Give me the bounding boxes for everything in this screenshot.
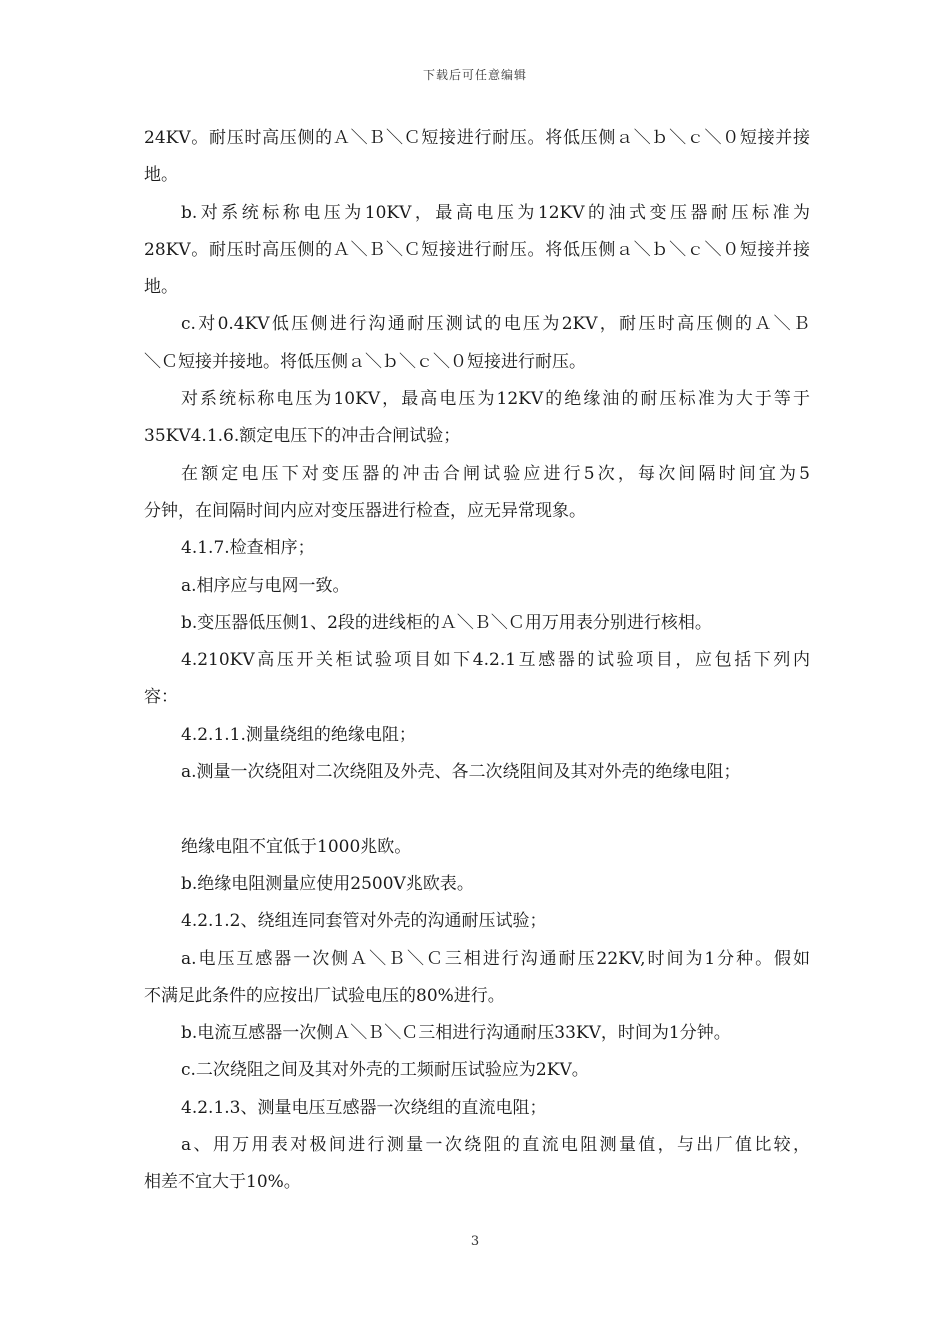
text-line: ＼Ｃ短接并接地。将低压侧ａ＼ｂ＼ｃ＼０短接进行耐压。 bbox=[144, 351, 586, 372]
text-line: b.绝缘电阻测量应使用2500V兆欧表。 bbox=[181, 873, 474, 894]
blank-line bbox=[144, 791, 810, 828]
text-line: 4.2.1.1.测量绕组的绝缘电阻； bbox=[181, 724, 416, 745]
text-line: b.对系统标称电压为10KV，最高电压为12KV的油式变压器耐压标准为 bbox=[181, 202, 810, 223]
text-line: 28KV。耐压时高压侧的Ａ＼Ｂ＼Ｃ短接进行耐压。将低压侧ａ＼ｂ＼ｃ＼０短接并接 bbox=[144, 239, 810, 260]
text-line: c.对0.4KV低压侧进行沟通耐压测试的电压为2KV，耐压时高压侧的Ａ＼Ｂ bbox=[181, 314, 810, 335]
text-line: b.变压器低压侧1、2段的进线柜的Ａ＼Ｂ＼Ｃ用万用表分别进行核相。 bbox=[181, 612, 712, 633]
text-line: c.二次绕阻之间及其对外壳的工频耐压试验应为2KV。 bbox=[181, 1060, 589, 1081]
text-line: a.测量一次绕阻对二次绕阻及外壳、各二次绕阻间及其对外壳的绝缘电阻； bbox=[181, 762, 741, 783]
text-line: 4.1.7.检查相序； bbox=[181, 538, 315, 559]
text-line: a.相序应与电网一致。 bbox=[181, 575, 350, 596]
text-line: 对系统标称电压为10KV，最高电压为12KV的绝缘油的耐压标准为大于等于 bbox=[181, 389, 810, 410]
page-header: 下载后可任意编辑 bbox=[422, 68, 527, 82]
text-line: 容： bbox=[144, 687, 178, 708]
text-line: a.电压互感器一次侧Ａ＼Ｂ＼Ｃ三相进行沟通耐压22KV,时间为1分种。假如 bbox=[181, 948, 810, 969]
text-line: a、用万用表对极间进行测量一次绕阻的直流电阻测量值，与出厂值比较， bbox=[181, 1135, 810, 1156]
document-body bbox=[144, 120, 810, 1202]
text-line: 地。 bbox=[144, 277, 178, 298]
text-line: 不满足此条件的应按出厂试验电压的80%进行。 bbox=[144, 985, 505, 1006]
text-line: 分钟，在间隔时间内应对变压器进行检查，应无异常现象。 bbox=[144, 500, 586, 521]
text-line: 在额定电压下对变压器的冲击合闸试验应进行5次，每次间隔时间宜为5 bbox=[181, 463, 810, 484]
text-line: 35KV4.1.6.额定电压下的冲击合闸试验； bbox=[144, 426, 461, 447]
text-line: 4.210KV高压开关柜试验项目如下4.2.1互感器的试验项目，应包括下列内 bbox=[181, 650, 810, 671]
text-line: 地。 bbox=[144, 165, 178, 186]
text-line: 24KV。耐压时高压侧的Ａ＼Ｂ＼Ｃ短接进行耐压。将低压侧ａ＼ｂ＼ｃ＼０短接并接 bbox=[144, 128, 810, 148]
text-line: 相差不宜大于10%。 bbox=[144, 1172, 301, 1193]
text-line: 4.2.1.2、绕组连同套管对外壳的沟通耐压试验； bbox=[181, 911, 547, 932]
text-line: 绝缘电阻不宜低于1000兆欧。 bbox=[181, 836, 412, 857]
text-line: b.电流互感器一次侧Ａ＼Ｂ＼Ｃ三相进行沟通耐压33KV，时间为1分钟。 bbox=[181, 1023, 731, 1044]
text-line: 4.2.1.3、测量电压互感器一次绕组的直流电阻； bbox=[181, 1097, 547, 1118]
page-number: 3 bbox=[470, 1234, 480, 1249]
